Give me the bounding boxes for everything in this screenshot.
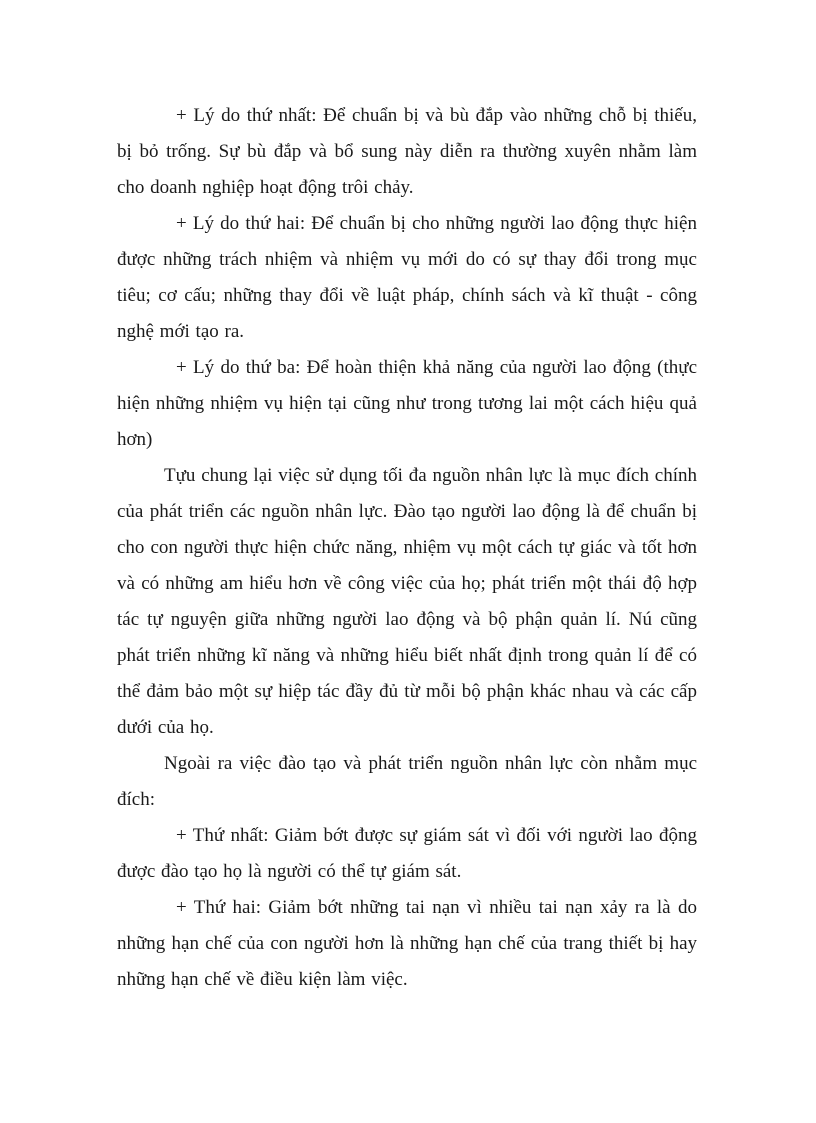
reason-second-paragraph: + Lý do thứ hai: Để chuẩn bị cho những người lao động thực hiện được những trách nhiệm và nhiệm vụ mới do có sự thay đổi trong mục tiêu; cơ cấu; những thay đổi về luật pháp, chính sách và kĩ thuật - công nghệ mới tạo ra.	[117, 213, 697, 342]
summary-paragraph: Tựu chung lại việc sử dụng tối đa nguồn nhân lực là mục đích chính của phát triển các nguồn nhân lực. Đào tạo người lao động là để chuẩn bị cho con người thực hiện chức năng, nhiệm vụ một cách tự giác và tốt hơn và có những am hiểu hơn về công việc của họ; phát triển một thái độ hợp tác tự nguyện giữa những người lao động và bộ phận quản lí. Nú cũng phát triển những kĩ năng và những hiểu biết nhất định trong quản lí để có thể đảm bảo một sự hiệp tác đầy đủ từ mỗi bộ phận khác nhau và các cấp dưới của họ.	[117, 465, 697, 738]
purpose-second-paragraph: + Thứ hai: Giảm bớt những tai nạn vì nhiều tai nạn xảy ra là do những hạn chế của con người hơn là những hạn chế của trang thiết bị hay những hạn chế về điều kiện làm việc.	[117, 897, 697, 990]
additional-purpose-paragraph: Ngoài ra việc đào tạo và phát triển nguồn nhân lực còn nhằm mục đích:	[117, 753, 697, 810]
document-body	[117, 98, 697, 998]
reason-first-paragraph: + Lý do thứ nhất: Để chuẩn bị và bù đắp vào những chỗ bị thiếu, bị bỏ trống. Sự bù đắp và bổ sung này diễn ra thường xuyên nhằm làm cho doanh nghiệp hoạt động trôi chảy.	[117, 105, 697, 198]
reason-third-paragraph: + Lý do thứ ba: Để hoàn thiện khả năng của người lao động (thực hiện những nhiệm vụ hiện tại cũng như trong tương lai một cách hiệu quả hơn)	[117, 357, 697, 450]
purpose-first-paragraph: + Thứ nhất: Giảm bớt được sự giám sát vì đối với người lao động được đào tạo họ là người có thể tự giám sát.	[117, 825, 697, 882]
